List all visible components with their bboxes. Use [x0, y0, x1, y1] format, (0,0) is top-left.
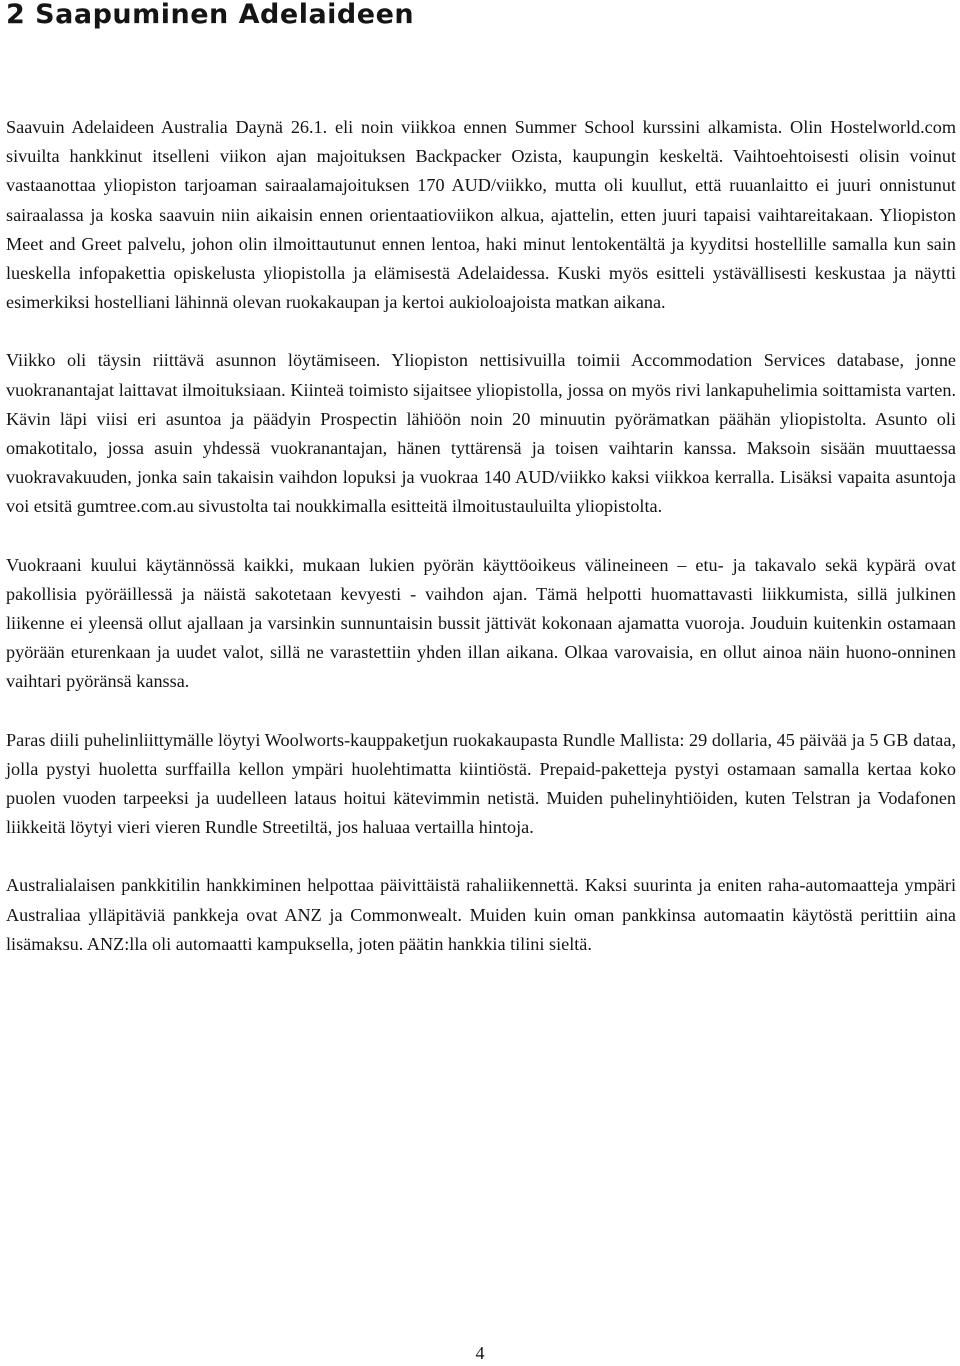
paragraph-bicycle: Vuokraani kuului käytännössä kaikki, mukaan lukien pyörän käyttöoikeus välineineen – etu- ja takavalo sekä kypärä ovat pakollisia pyöräillessä ja näistä sakotetaan kevyesti - vaihdon ajan. Tämä helpotti huomattavasti liikkumista, sillä julkinen liikenne ei yleensä ollut ajallaan ja varsinkin sunnuntaisin bussit jättivät kokonaan ajamatta vuoroja. Jouduin kuitenkin ostamaan pyörään eturenkaan ja uudet valot, sillä ne varastettiin yhden illan aikana. Olkaa varovaisia, en ollut ainoa näin huono-onninen vaihtari pyöränsä kanssa.	[6, 554, 956, 692]
paragraph-arrival: Saavuin Adelaideen Australia Daynä 26.1. eli noin viikkoa ennen Summer School kurssini alkamista. Olin Hostelworld.com sivuilta hankkinut itselleni viikon ajan majoituksen Backpacker Ozista, kaupungin keskeltä. Vaihtoehtoisesti olisin voinut vastaanottaa yliopiston tarjoaman sairaalamajoituksen 170 AUD/viikko, mutta oli kuullut, että ruuanlaitto ei juuri onnistunut sairaalassa ja koska saavuin niin aikaisin ennen orientaatioviikon alkua, ajattelin, etten juuri tapaisi vaihtareitakaan. Yliopiston Meet and Greet palvelu, johon olin ilmoittautunut ennen lentoa, haki minut lentokentältä ja kyyditsi hostellille samalla kun sain lueskella infopakettia opiskelusta yliopistolla ja elämisestä Adelaidessa. Kuski myös esitteli ystävällisesti keskustaa ja näytti esimerkiksi hostelliani lähinnä olevan ruokakaupan ja kertoi aukioloajoista matkan aikana.	[6, 117, 956, 313]
section-heading: 2 Saapuminen Adelaideen	[6, 0, 415, 30]
body-text	[6, 113, 956, 959]
paragraph-bank: Australialaisen pankkitilin hankkiminen helpottaa päivittäistä rahaliikennettä. Kaksi suurinta ja eniten raha-automaatteja ympäri Australiaa ylläpitäviä pankkeja ovat ANZ ja Commonwealt. Muiden kuin oman pankkinsa automaatin käytöstä perittiin aina lisämaksu. ANZ:lla oli automaatti kampuksella, joten päätin hankkia tilini sieltä.	[6, 875, 956, 954]
page-number: 4	[475, 1343, 485, 1363]
paragraph-housing: Viikko oli täysin riittävä asunnon löytämiseen. Yliopiston nettisivuilla toimii Accommodation Services database, jonne vuokranantajat laittavat ilmoituksiaan. Kiinteä toimisto sijaitsee yliopistolla, jossa on myös rivi lankapuhelimia soittamista varten. Kävin läpi viisi eri asuntoa ja päädyin Prospectin lähiöön noin 20 minuutin pyörämatkan päähän yliopistolta. Asunto oli omakotitalo, jossa asuin yhdessä vuokranantajan, hänen tyttärensä ja toisen vaihtarin kanssa. Maksoin sisään muuttaessa vuokravakuuden, jonka sain takaisin vaihdon lopuksi ja vuokraa 140 AUD/viikko kaksi viikkoa kerralla. Lisäksi vapaita asuntoja voi etsitä gumtree.com.au sivustolta tai noukkimalla esitteitä ilmoitustauluilta yliopistolta.	[6, 350, 956, 517]
document-page	[6, 0, 956, 988]
paragraph-phone: Paras diili puhelinliittymälle löytyi Woolworts-kauppaketjun ruokakaupasta Rundle Mallista: 29 dollaria, 45 päivää ja 5 GB dataa, jolla pystyi huoletta surffailla kellon ympäri huolehtimatta kiintiöstä. Prepaid-paketteja pystyi ostamaan samalla kertaa koko puolen vuoden tarpeeksi ja uudelleen lataus hoitui kätevimmin netistä. Muiden puhelinyhtiöiden, kuten Telstran ja Vodafonen liikkeitä löytyi vieri vieren Rundle Streetiltä, jos haluaa vertailla hintoja.	[6, 729, 956, 838]
